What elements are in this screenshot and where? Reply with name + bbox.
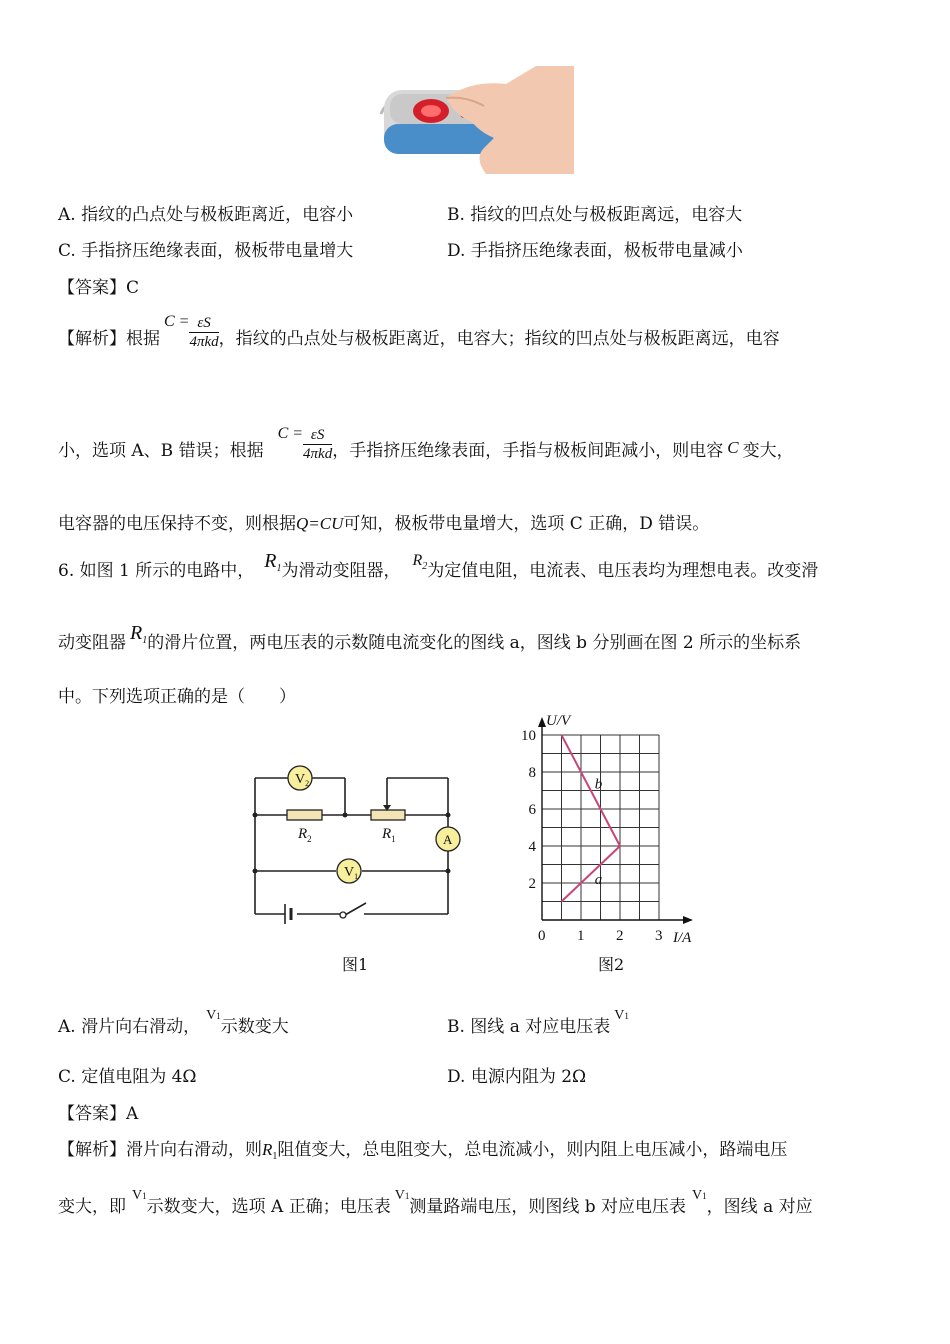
q6-stem-line-2 [58,620,801,660]
stem-text: 为滑动变阻器， [281,560,401,581]
option-text: B. 图线 a 对应电压表 [447,1016,611,1037]
formula-lhs: C = [164,313,190,330]
stem-text: 动变阻器 [58,632,126,653]
r1-symbol: $R_1$ [262,1140,278,1162]
v1-label: $V_1$ [344,865,359,881]
option-text: 示数变大 [220,1016,289,1037]
x-axis-label: I/A [673,930,692,946]
r1-label: $R_1$ [382,826,396,844]
y-axis-arrow [538,717,546,727]
v1-symbol: V1 [692,1188,707,1203]
y-tick-label: 6 [528,802,536,818]
analysis-text: 测量路端电压，则图线 b 对应电压表 [409,1196,687,1217]
v1-symbol: V1 [132,1188,147,1203]
x-tick-label: 2 [616,928,624,944]
x-axis-arrow [683,916,693,924]
figure-1-caption: 图1 [342,955,369,974]
option-text: A. 滑片向右滑动， [58,1016,201,1037]
formula-lhs: C = [277,425,304,442]
x-tick-label: 0 [538,928,546,944]
analysis-text: 小，选项 A、B 错误；根据 [58,440,264,461]
stem-text: 6. 如图 1 所示的电路中， [58,560,255,581]
v1-symbol: V1 [206,1008,221,1023]
r1-symbol: $R_1$ [264,550,282,574]
series-label-a: a [594,871,603,888]
analysis-text: ，手指挤压绝缘表面，手指与极板间距减小，则电容 [332,440,724,461]
v1-symbol: V1 [614,1008,629,1023]
q6-analysis-line-2 [58,1182,813,1226]
v2-label: $V_2$ [295,772,310,788]
q5-option-c: C. 手指挤压绝缘表面，极板带电量增大 [58,241,354,261]
analysis-text: 阻值变大，总电阻变大，总电流减小，则内阻上电压减小，路端电压 [277,1140,788,1160]
v1-symbol: V1 [394,1188,410,1203]
analysis-text: ，图线 a 对应 [706,1196,813,1217]
formula-numerator: εS [189,314,218,333]
q6-option-b [447,1002,629,1046]
figure-2-caption: 图2 [598,955,625,974]
stem-text: 的滑片位置，两电压表的示数随电流变化的图线 a，图线 b 分别画在图 2 所示的坐标系 [147,632,802,653]
y-tick-label: 8 [528,765,536,781]
y-axis-label: U/V [546,713,571,729]
q5-analysis-line-3 [58,509,709,534]
analysis-text: 可知，极板带电量增大，选项 C 正确，D 错误。 [343,514,710,534]
q5-option-a: A. 指纹的凸点处与极板距离近，电容小 [58,205,354,225]
formula-denominator: 4πkd [189,333,219,350]
charge-formula: Q=CU [296,514,344,533]
circuit-diagram [245,758,470,930]
analysis-text: 变大， [742,440,794,461]
ammeter-label: A [443,832,453,847]
q6-stem-line-3: 中。下列选项正确的是（ ） [58,687,296,707]
q6-option-a [58,1002,289,1046]
analysis-text: 电容器的电压保持不变，则根据 [58,514,296,534]
capacitance-symbol: C [727,438,739,457]
y-tick-label: 10 [521,728,536,744]
q5-answer: 【答案】C [58,278,140,298]
analysis-text: 示数变大，选项 A 正确；电压表 [146,1196,391,1217]
fingerprint-scanner-image [376,66,574,174]
q6-answer: 【答案】A [58,1104,139,1124]
series-line-a [562,846,621,902]
x-tick-label: 3 [655,928,663,944]
y-tick-label: 4 [528,839,536,855]
q5-analysis-line-2 [58,420,794,476]
capacitance-formula [303,426,332,463]
analysis-label: 【解析】根据 [58,328,160,349]
r2-symbol: $R_2$ [412,552,428,572]
q6-option-c: C. 定值电阻为 4Ω [58,1067,197,1087]
x-tick-label: 1 [577,928,585,944]
q6-stem-line-1 [58,548,818,588]
q6-option-d: D. 电源内阻为 2Ω [447,1067,587,1087]
y-tick-label: 2 [528,876,536,892]
r2-label: $R_2$ [298,826,312,844]
q6-analysis-line-1 [58,1135,787,1162]
formula-numerator: εS [303,426,332,445]
u-i-chart [510,708,710,948]
q5-option-b: B. 指纹的凹点处与极板距离远，电容大 [447,205,743,225]
q5-analysis-line-1 [58,310,780,362]
capacitance-formula [189,314,218,351]
r1-symbol: $R_1$ [130,622,148,646]
formula-denominator: 4πkd [303,445,333,462]
stem-text: 为定值电阻，电流表、电压表均为理想电表。改变滑 [427,560,819,581]
q5-option-d: D. 手指挤压绝缘表面，极板带电量减小 [447,241,743,261]
analysis-text: ，指纹的凸点处与极板距离近，电容大；指纹的凹点处与极板距离远，电容 [218,328,780,349]
analysis-text: 变大，即 [58,1196,126,1217]
analysis-text: 【解析】滑片向右滑动，则 [58,1140,262,1160]
series-label-b: b [594,776,603,793]
